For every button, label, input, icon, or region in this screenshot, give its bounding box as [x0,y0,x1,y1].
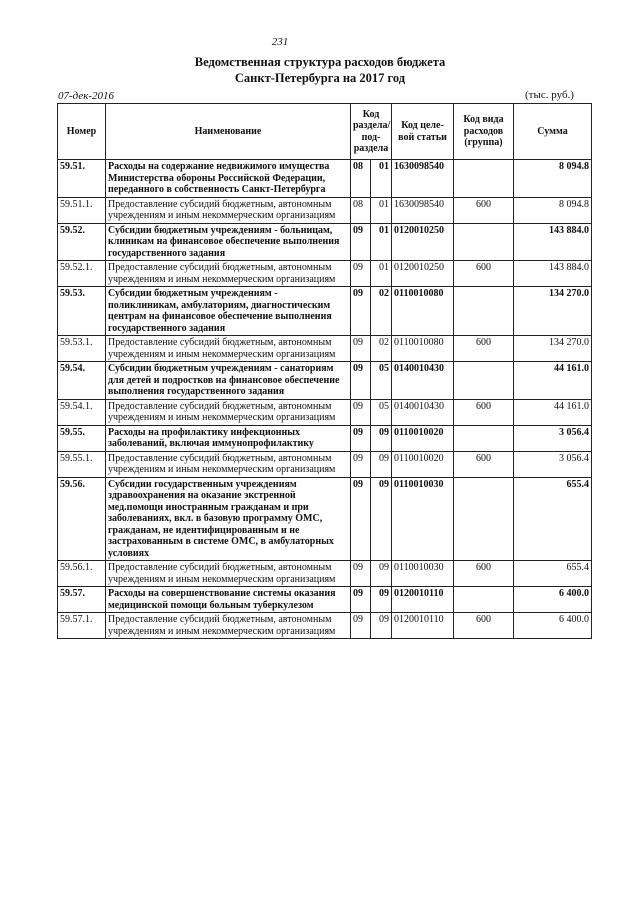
row-article-code: 0120010110 [392,587,454,613]
row-kvr-code [454,425,514,451]
row-subsection-code: 09 [371,451,392,477]
header-code-section: Код раздела/ под- раздела [351,104,392,160]
row-name: Субсидии государственным учреждениям здравоохранения на оказание экстренной мед.помощи иностранным гражданам и при заболеваниях, вкл. в базовую программу ОМС, гражданам, не идентифицированным и не застрахованным в системе ОМС, в амбулаторных условиях [106,477,351,561]
row-article-code: 0110010020 [392,451,454,477]
row-article-code: 1630098540 [392,160,454,198]
row-sum: 143 884.0 [514,261,592,287]
header-code-kvr: Код вида расходов (группа) [454,104,514,160]
row-number: 59.52.1. [58,261,106,287]
row-article-code: 0110010080 [392,287,454,336]
title-line-2: Санкт-Петербурга на 2017 год [234,71,406,85]
page-number: 231 [271,36,289,48]
row-number: 59.54.1. [58,399,106,425]
row-kvr-code: 600 [454,336,514,362]
row-section-code: 08 [351,197,371,223]
row-name: Предоставление субсидий бюджетным, автономным учреждениям и иным некоммерческим организациям [106,561,351,587]
row-sum: 3 056.4 [514,425,592,451]
table-row [58,399,592,425]
row-subsection-code: 09 [371,613,392,639]
table-body [58,160,592,639]
row-section-code: 08 [351,160,371,198]
table-row [58,425,592,451]
row-article-code: 0110010080 [392,336,454,362]
row-subsection-code: 05 [371,399,392,425]
document-date: 07-дек-2016 [58,90,115,102]
row-kvr-code [454,223,514,261]
row-kvr-code: 600 [454,561,514,587]
row-article-code: 0140010430 [392,362,454,400]
row-kvr-code: 600 [454,613,514,639]
row-name: Предоставление субсидий бюджетным, автономным учреждениям и иным некоммерческим организациям [106,613,351,639]
row-number: 59.52. [58,223,106,261]
row-subsection-code: 09 [371,561,392,587]
row-article-code: 1630098540 [392,197,454,223]
row-article-code: 0140010430 [392,399,454,425]
table-row [58,336,592,362]
row-subsection-code: 02 [371,336,392,362]
row-article-code: 0110010020 [392,425,454,451]
table-row [58,197,592,223]
row-subsection-code: 09 [371,587,392,613]
budget-table [57,103,592,639]
row-kvr-code [454,477,514,561]
row-name: Субсидии бюджетным учреждениям - больницам, клиникам на финансовое обеспечение выполнения государственного задания [106,223,351,261]
table-row [58,362,592,400]
row-sum: 6 400.0 [514,587,592,613]
table-row [58,477,592,561]
row-section-code: 09 [351,261,371,287]
row-section-code: 09 [351,613,371,639]
row-name: Расходы на профилактику инфекционных заболеваний, включая иммунопрофилактику [106,425,351,451]
row-section-code: 09 [351,399,371,425]
row-section-code: 09 [351,477,371,561]
row-name: Предоставление субсидий бюджетным, автономным учреждениям и иным некоммерческим организациям [106,451,351,477]
row-number: 59.51. [58,160,106,198]
header-number: Номер [58,104,106,160]
row-article-code: 0120010250 [392,223,454,261]
row-sum: 655.4 [514,561,592,587]
row-name: Расходы на совершенствование системы оказания медицинской помощи больным туберкулезом [106,587,351,613]
table-row [58,261,592,287]
row-number: 59.55.1. [58,451,106,477]
row-number: 59.56. [58,477,106,561]
row-subsection-code: 01 [371,197,392,223]
row-sum: 44 161.0 [514,399,592,425]
row-subsection-code: 05 [371,362,392,400]
row-sum: 3 056.4 [514,451,592,477]
document-title [0,54,640,86]
row-number: 59.53.1. [58,336,106,362]
row-name: Предоставление субсидий бюджетным, автономным учреждениям и иным некоммерческим организациям [106,399,351,425]
table-row [58,223,592,261]
row-section-code: 09 [351,587,371,613]
row-article-code: 0120010250 [392,261,454,287]
table-header-row [58,104,592,160]
row-article-code: 0110010030 [392,477,454,561]
table-row [58,287,592,336]
row-subsection-code: 01 [371,160,392,198]
row-name: Предоставление субсидий бюджетным, автономным учреждениям и иным некоммерческим организациям [106,261,351,287]
row-sum: 143 884.0 [514,223,592,261]
row-subsection-code: 01 [371,223,392,261]
row-name: Предоставление субсидий бюджетным, автономным учреждениям и иным некоммерческим организациям [106,197,351,223]
table-row [58,587,592,613]
row-kvr-code: 600 [454,399,514,425]
row-sum: 6 400.0 [514,613,592,639]
row-sum: 134 270.0 [514,287,592,336]
row-sum: 655.4 [514,477,592,561]
row-subsection-code: 09 [371,425,392,451]
row-number: 59.51.1. [58,197,106,223]
row-subsection-code: 01 [371,261,392,287]
header-sum: Сумма [514,104,592,160]
row-kvr-code: 600 [454,261,514,287]
row-number: 59.54. [58,362,106,400]
row-kvr-code [454,587,514,613]
row-number: 59.57. [58,587,106,613]
row-name: Предоставление субсидий бюджетным, автономным учреждениям и иным некоммерческим организациям [106,336,351,362]
row-sum: 44 161.0 [514,362,592,400]
row-number: 59.56.1. [58,561,106,587]
row-name: Субсидии бюджетным учреждениям - санаториям для детей и подростков на финансовое обеспечение выполнения государственного задания [106,362,351,400]
row-section-code: 09 [351,287,371,336]
row-sum: 8 094.8 [514,197,592,223]
row-sum: 8 094.8 [514,160,592,198]
row-subsection-code: 02 [371,287,392,336]
table-row [58,451,592,477]
row-section-code: 09 [351,425,371,451]
row-section-code: 09 [351,336,371,362]
row-section-code: 09 [351,451,371,477]
row-kvr-code [454,287,514,336]
row-section-code: 09 [351,561,371,587]
row-kvr-code [454,160,514,198]
header-name: Наименование [106,104,351,160]
table-row [58,561,592,587]
row-kvr-code [454,362,514,400]
units-label: (тыс. руб.) [525,89,574,101]
row-name: Субсидии бюджетным учреждениям - поликлиникам, амбулаториям, диагностическим центрам на финансовое обеспечение выполнения государственного задания [106,287,351,336]
row-article-code: 0120010110 [392,613,454,639]
row-article-code: 0110010030 [392,561,454,587]
row-kvr-code: 600 [454,451,514,477]
row-subsection-code: 09 [371,477,392,561]
title-line-1: Ведомственная структура расходов бюджета [194,55,446,69]
header-code-article: Код целе- вой статьи [392,104,454,160]
row-number: 59.57.1. [58,613,106,639]
row-section-code: 09 [351,223,371,261]
row-kvr-code: 600 [454,197,514,223]
row-name: Расходы на содержание недвижимого имущества Министерства обороны Российской Федерации, переданного в собственность Санкт-Петербурга [106,160,351,198]
row-number: 59.55. [58,425,106,451]
row-section-code: 09 [351,362,371,400]
row-sum: 134 270.0 [514,336,592,362]
table-row [58,613,592,639]
table-row [58,160,592,198]
row-number: 59.53. [58,287,106,336]
